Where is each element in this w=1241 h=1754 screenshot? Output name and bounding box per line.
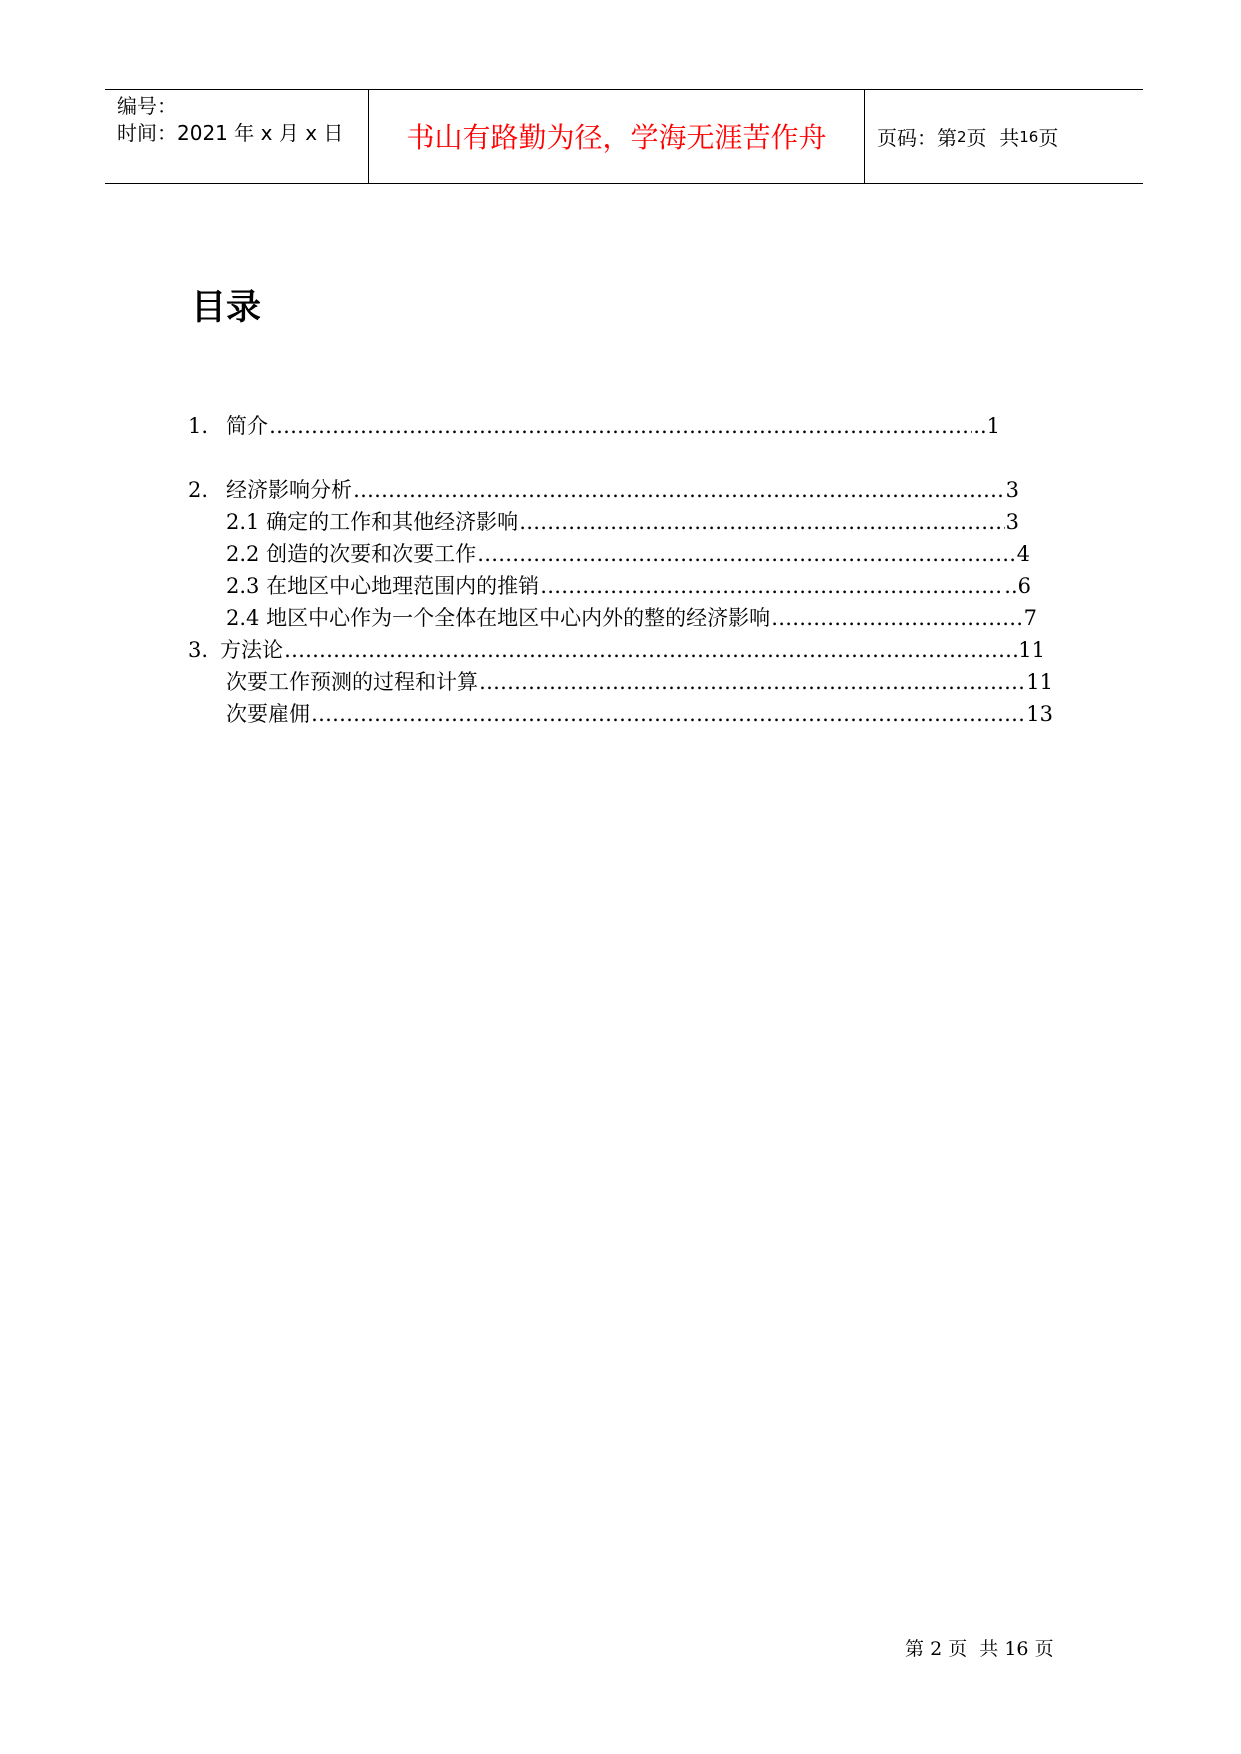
time-day-unit: 日	[323, 121, 344, 145]
time-line	[117, 120, 368, 147]
toc-entry-2-4[interactable]	[226, 602, 1037, 634]
toc-leader-dots	[540, 570, 1003, 602]
header-page-total: 16	[1019, 127, 1039, 146]
footer-prefix: 第	[905, 1638, 925, 1660]
toc-entry-text: 2.3 在地区中心地理范围内的推销	[226, 574, 540, 598]
toc-entry-page: 11	[1026, 670, 1053, 694]
header-page-prefix: 页码：第	[877, 126, 957, 150]
time-label: 时间：	[117, 121, 177, 145]
toc-leader-dots	[311, 698, 1025, 730]
header-meta-cell	[105, 90, 369, 183]
toc-entry-3[interactable]	[188, 634, 1045, 666]
toc-entry-page: 3	[1005, 478, 1019, 502]
toc-entry-text: 次要工作预测的过程和计算	[226, 670, 478, 694]
page-header	[105, 89, 1143, 184]
toc-entry-text: 简介	[226, 414, 268, 438]
toc-leader-dots	[353, 474, 1005, 506]
toc-entry-page: 7	[1023, 606, 1037, 630]
toc-entry-text: 2.1 确定的工作和其他经济影响	[226, 510, 519, 534]
footer-page-total: 16	[1004, 1638, 1029, 1660]
toc-entry-2-3[interactable]	[226, 570, 1031, 602]
toc-title: 目录	[191, 288, 262, 328]
toc-entry-2-1[interactable]	[226, 506, 1019, 538]
toc-entry-page: 3	[1005, 510, 1019, 534]
toc-entry-text: 2.4 地区中心作为一个全体在地区中心内外的整的经济影响	[226, 606, 771, 630]
toc-entry-number: 3.	[188, 638, 209, 662]
toc-entry-number: 2.	[188, 478, 209, 502]
toc-entry-page: 4	[1016, 542, 1030, 566]
toc-entry-text: 2.2 创造的次要和次要工作	[226, 542, 477, 566]
serial-label: 编号：	[117, 94, 177, 118]
toc-leader-dots	[477, 538, 1016, 570]
toc-entry-3-1[interactable]	[226, 666, 1053, 698]
header-page-mid: 页 共	[966, 126, 1020, 150]
time-year-unit: 年	[234, 121, 255, 145]
toc-leader-dots	[284, 634, 1017, 666]
toc-leader-dots	[269, 410, 972, 442]
toc-leader-dots	[519, 506, 1005, 538]
time-month-unit: 月	[278, 121, 299, 145]
page-footer	[905, 1636, 1054, 1662]
toc-entry-2[interactable]	[188, 474, 1019, 506]
footer-suffix: 页	[1034, 1638, 1054, 1660]
toc-entry-3-2[interactable]	[226, 698, 1053, 730]
header-page-current: 2	[957, 127, 967, 146]
toc-entry-number: 1.	[188, 414, 209, 438]
footer-mid: 页 共	[948, 1638, 999, 1660]
header-page-cell	[865, 90, 1143, 183]
header-motto: 书山有路勤为径，学海无涯苦作舟	[406, 120, 827, 154]
time-day-value: x	[305, 121, 318, 145]
toc-entry-page: 11	[1018, 638, 1045, 662]
toc-entry-text: 经济影响分析	[226, 478, 352, 502]
toc-entry-text: 次要雇佣	[226, 702, 310, 726]
time-year-value: 2021	[177, 121, 228, 145]
toc-entry-page: ..1	[973, 414, 1000, 438]
toc-entry-page: 13	[1026, 702, 1053, 726]
toc-entry-text: 方法论	[220, 638, 283, 662]
header-page-suffix: 页	[1038, 126, 1059, 150]
footer-page-current: 2	[930, 1638, 943, 1660]
toc-entry-1[interactable]	[188, 410, 1000, 442]
toc-leader-dots	[479, 666, 1025, 698]
toc-entry-page: ..6	[1004, 574, 1031, 598]
toc-entry-2-2[interactable]	[226, 538, 1030, 570]
header-motto-cell	[369, 90, 865, 183]
time-month-value: x	[260, 121, 273, 145]
toc-leader-dots	[771, 602, 1023, 634]
